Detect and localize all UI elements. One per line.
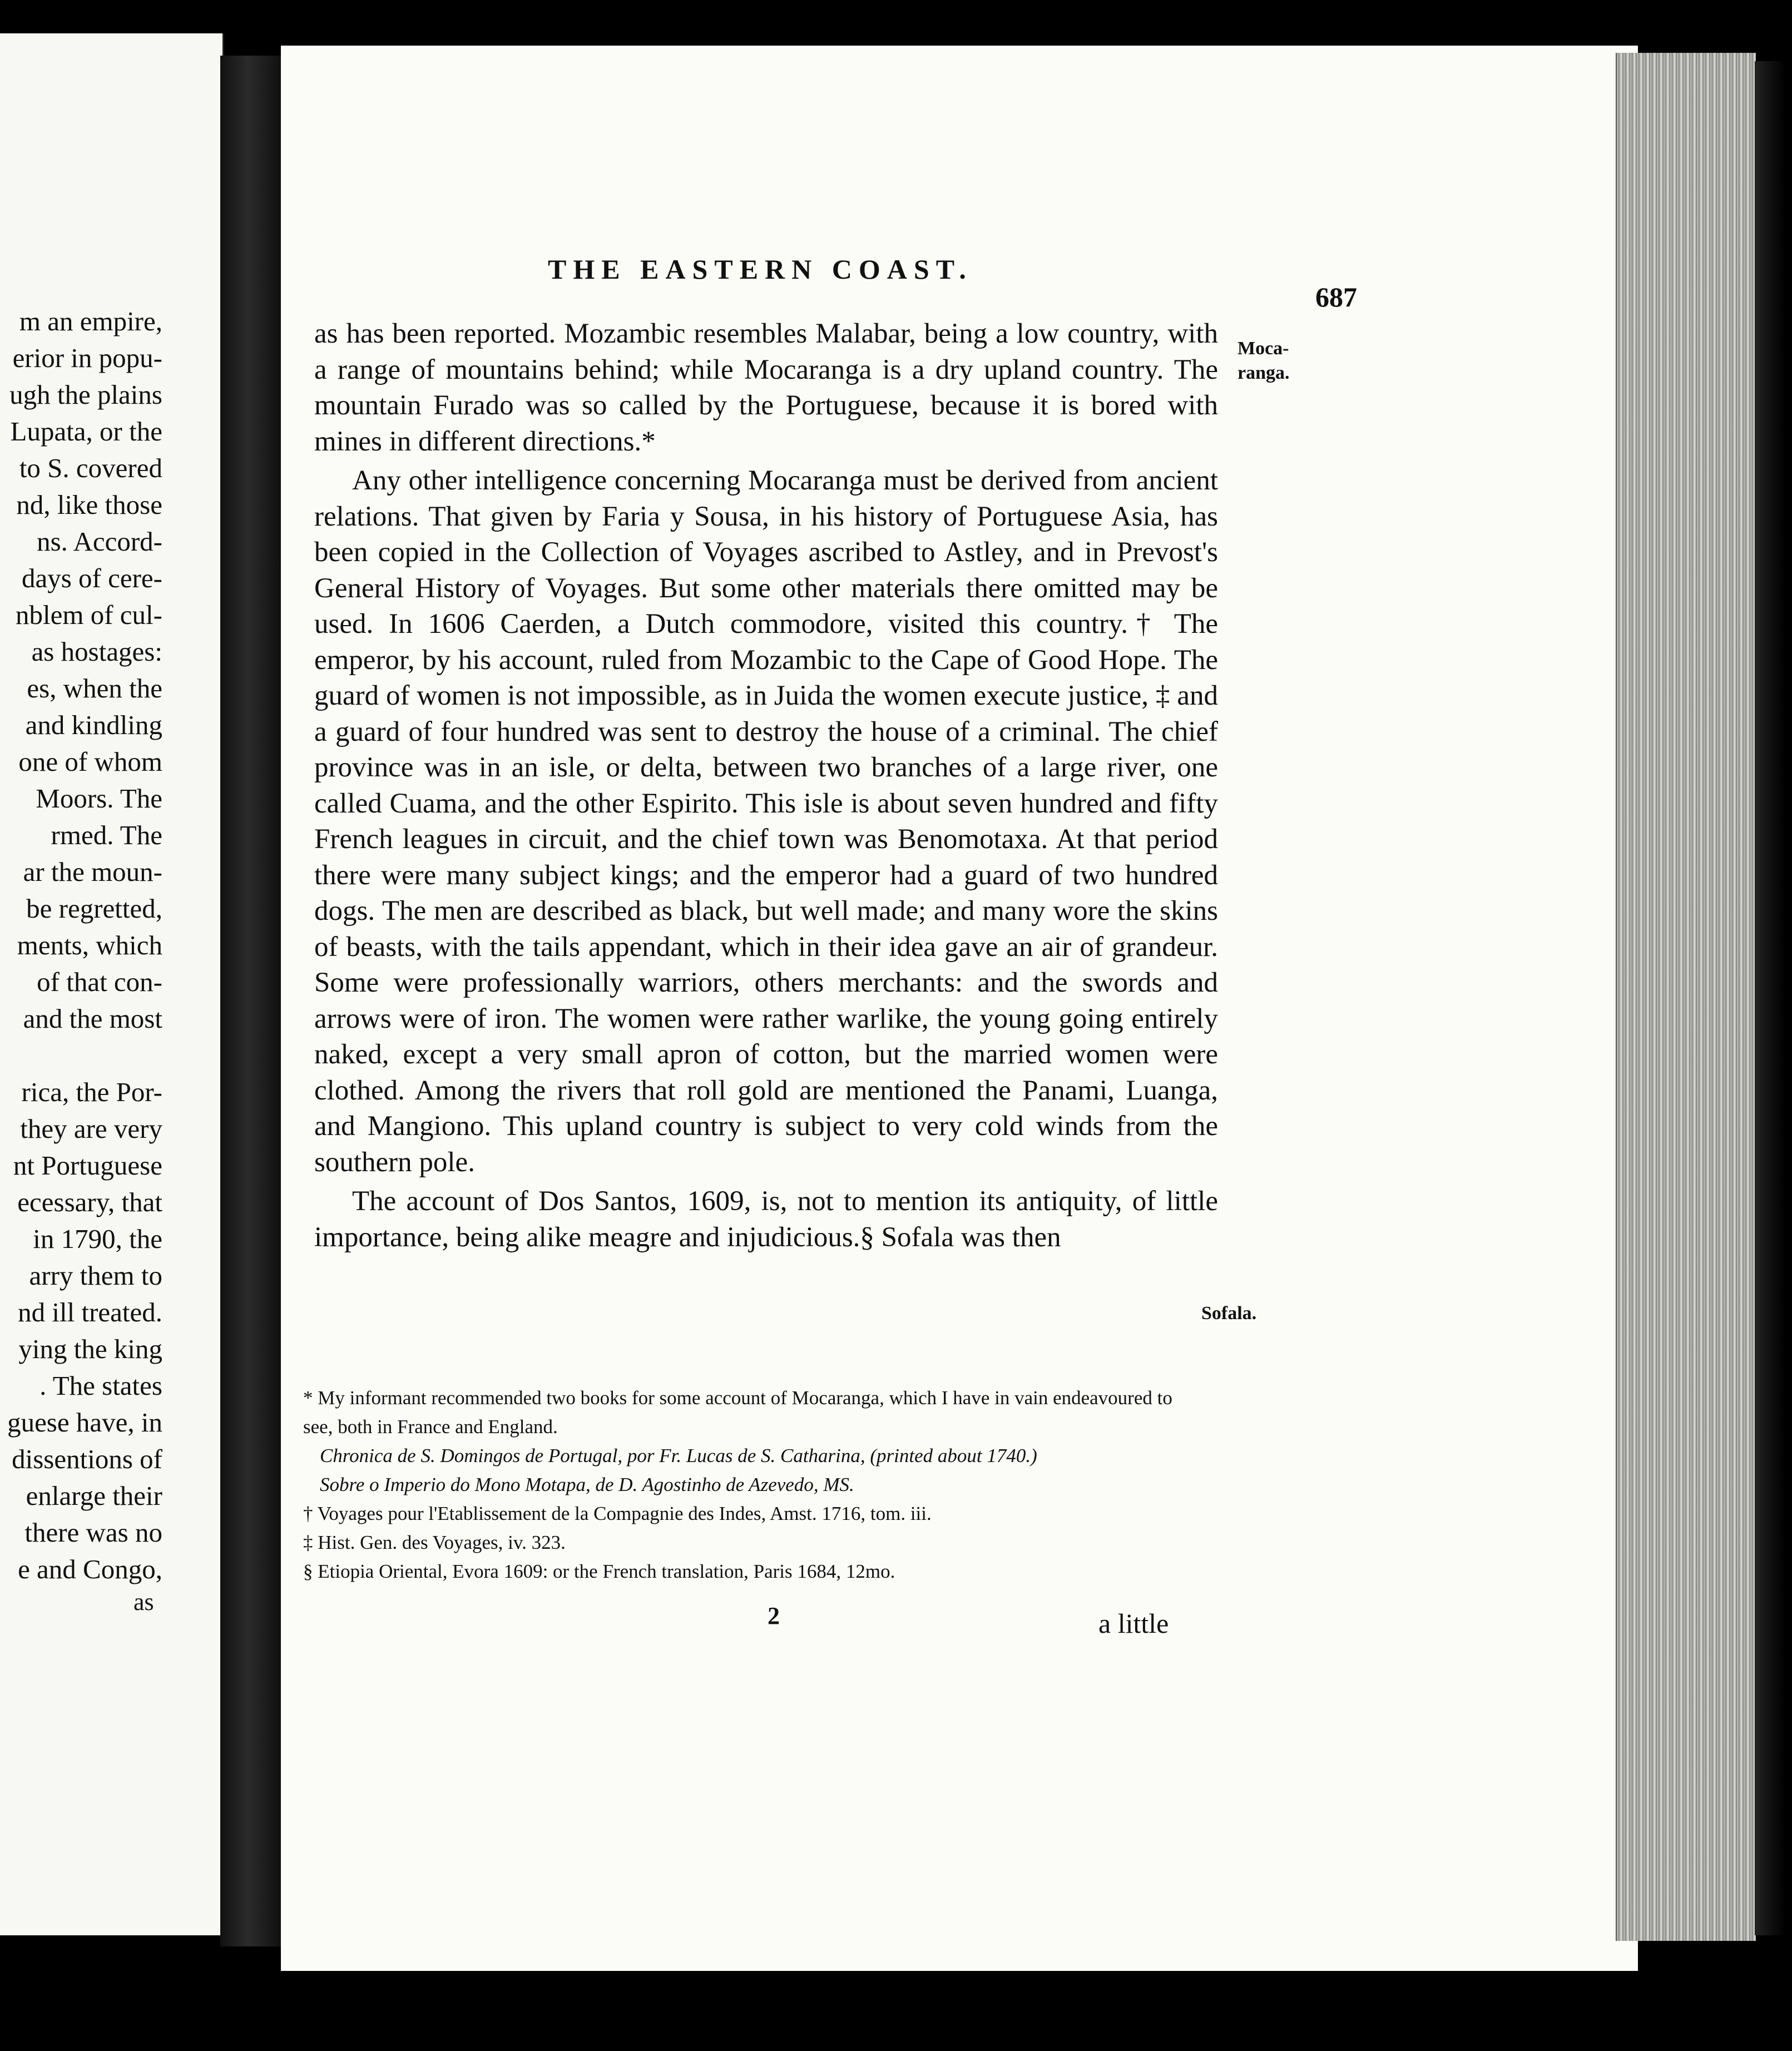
signature-mark: 2 — [768, 1602, 780, 1629]
facing-page-line: be regretted, — [26, 893, 162, 924]
facing-page-line: and the most — [23, 1003, 162, 1034]
facing-page-line: arry them to — [29, 1260, 162, 1291]
catchword: a little — [1098, 1608, 1169, 1639]
facing-page-line: Lupata, or the — [10, 416, 162, 447]
facing-page-line: nt Portuguese — [13, 1150, 162, 1181]
sidenote-mocaranga-line2: ranga. — [1237, 363, 1290, 383]
facing-page-line: days of cere- — [21, 563, 162, 593]
facing-page-line: ments, which — [17, 930, 162, 960]
facing-page-line: nblem of cul- — [16, 600, 162, 630]
facing-page-line: . The states — [39, 1370, 162, 1401]
facing-page-line: and kindling — [25, 710, 162, 740]
facing-page-line: ecessary, that — [17, 1187, 162, 1217]
footnote-chronica: Chronica de S. Domingos de Portugal, por Fr. Lucas de S. Catharina, (printed about 1740.) — [320, 1445, 1037, 1467]
book-edge — [1755, 61, 1785, 1935]
facing-page-line: nd ill treated. — [18, 1297, 162, 1327]
footnotes — [303, 1384, 1204, 1586]
footnote-star: * My informant recommended two books for some account of Mocaranga, which I have in vain endeavoured to see, both in France and England. — [303, 1387, 1172, 1438]
facing-page-line: of that con- — [37, 967, 162, 997]
facing-page-line: nd, like those — [16, 489, 162, 520]
facing-page-line: ar the moun- — [23, 856, 162, 887]
facing-page-line: as hostages: — [31, 636, 162, 667]
facing-page-line: es, when the — [27, 673, 162, 704]
facing-page-line: enlarge their — [26, 1480, 162, 1511]
facing-page-line: one of whom — [18, 746, 162, 777]
running-title: THE EASTERN COAST. — [548, 254, 973, 285]
facing-page-line: in 1790, the — [33, 1223, 162, 1254]
facing-page-line: ns. Accord- — [37, 526, 162, 557]
footnote-section: § Etiopia Oriental, Evora 1609: or the French translation, Paris 1684, 12mo. — [303, 1560, 895, 1582]
facing-page-line: guese have, in — [7, 1407, 162, 1438]
facing-page-line: Moors. The — [36, 783, 162, 814]
footnote-dagger: † Voyages pour l'Etablissement de la Compagnie des Indes, Amst. 1716, tom. iii. — [303, 1503, 932, 1524]
facing-page-line: ying the king — [18, 1334, 162, 1364]
facing-page-text — [0, 303, 162, 1588]
facing-page-line: they are very — [20, 1113, 162, 1144]
facing-page-line: erior in popu- — [12, 343, 162, 373]
facing-page-line: ugh the plains — [9, 379, 162, 410]
facing-page-line: there was no — [24, 1517, 162, 1548]
facing-page-catchword: as — [133, 1588, 154, 1616]
paragraph-3: The account of Dos Santos, 1609, is, not to mention its antiquity, of little importance, being alike meagre and injudicious.§ Sofala was then — [314, 1186, 1218, 1253]
body-text — [314, 316, 1218, 1255]
facing-page-line: to S. covered — [19, 453, 162, 483]
sidenote-mocaranga-line1: Moca- — [1237, 338, 1289, 359]
book-gutter — [220, 56, 281, 1946]
footnote-sobre: Sobre o Imperio do Mono Motapa, de D. Agostinho de Azevedo, MS. — [320, 1474, 854, 1495]
facing-page-line: rica, the Por- — [21, 1077, 162, 1107]
facing-page-line: rmed. The — [51, 820, 162, 850]
page-number: 687 — [1315, 281, 1357, 313]
sidenote-mocaranga — [1237, 336, 1290, 385]
paragraph-1: as has been reported. Mozambic resembles Malabar, being a low country, with a range of mountains behind; while Mocaranga is a dry upland country. The mountain Furado was so called by the Portuguese, because it is bored with mines in different directions.* — [314, 318, 1218, 457]
facing-page-line: m an empire, — [19, 306, 162, 336]
facing-page-line: dissentions of — [12, 1444, 162, 1474]
sidenote-sofala: Sofala. — [1201, 1303, 1257, 1324]
footnote-double-dagger: ‡ Hist. Gen. des Voyages, iv. 323. — [303, 1532, 566, 1553]
page-edges — [1616, 53, 1756, 1941]
facing-page-line — [0, 1037, 162, 1074]
paragraph-2: Any other intelligence concerning Mocaranga must be derived from ancient relations. That given by Faria y Sousa, in his history of Portuguese Asia, has been copied in the Collection of Voyages ascribed to Astley, and in Prevost's General History of Voyages. But some other materials there omitted may be used. In 1606 Caerden, a Dutch commodore, visited this country.† The emperor, by his account, ruled from Mozambic to the Cape of Good Hope. The guard of women is not impossible, as in Juida the women execute justice, ‡ and a guard of four hundred was sent to destroy the house of a criminal. The chief province was in an isle, or delta, between two branches of a large river, one called Cuama, and the other Espirito. This isle is about seven hundred and fifty French leagues in circuit, and the chief town was Benomotaxa. At that period there were many subject kings; and the emperor had a guard of two hundred dogs. The men are described as black, but well made; and many wore the skins of beasts, with the tails appendant, which in their idea gave an air of grandeur. Some were professionally warriors, others merchants: and the swords and arrows were of iron. The women were rather warlike, the young going entirely naked, except a very small apron of cotton, but the married women were clothed. Among the rivers that roll gold are mentioned the Panami, Luanga, and Mangiono. This upland country is subject to very cold winds from the southern pole. — [314, 465, 1218, 1178]
facing-page-line: e and Congo, — [18, 1554, 162, 1584]
